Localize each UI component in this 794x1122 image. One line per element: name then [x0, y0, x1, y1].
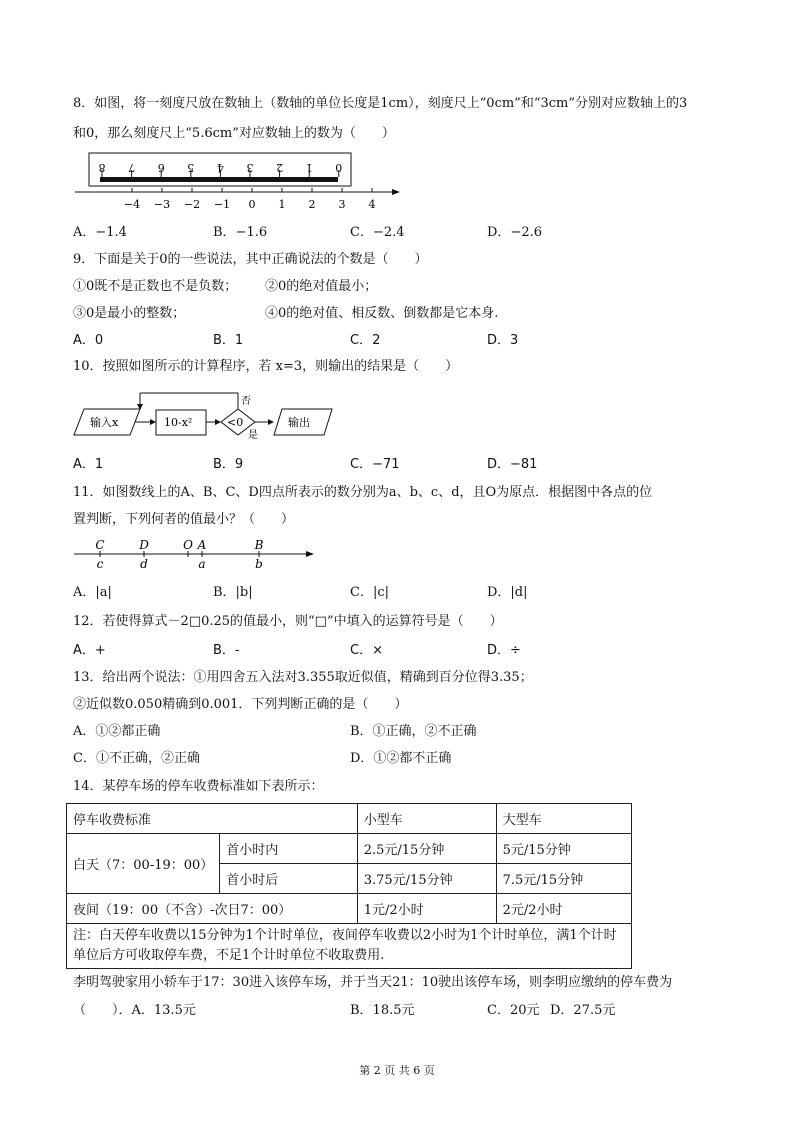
q12-option-d[interactable]: D．÷ [487, 643, 521, 658]
q13-option-d[interactable]: D．①②都不正确 [350, 751, 452, 766]
q8-option-a[interactable]: A．−1.4 [73, 225, 127, 240]
q9-option-b[interactable]: B．1 [213, 333, 244, 348]
q11-number-line [70, 535, 320, 571]
ruler-mark-label: 5 [187, 161, 195, 174]
flow-calc-label: 10-x² [164, 416, 193, 429]
table-cell-daytime: 白天（7：00-19：00） [67, 834, 220, 894]
point-label: D [139, 538, 149, 552]
q12-option-a[interactable]: A．+ [73, 643, 106, 658]
table-cell-night: 夜间（19：00（不含）-次日7：00） [67, 894, 358, 924]
flow-no-label: 否 [241, 396, 251, 407]
table-header-small-car: 小型车 [357, 804, 496, 834]
q13-option-c[interactable]: C．①不正确，②正确 [73, 751, 200, 766]
ruler-mark-label: 3 [246, 161, 254, 174]
q11-option-d[interactable]: D．|d| [487, 585, 528, 600]
axis-tick-label: 0 [248, 198, 256, 211]
q9-option-d[interactable]: D．3 [487, 333, 519, 348]
table-cell: 5元/15分钟 [496, 834, 631, 864]
axis-tick-label: 2 [308, 198, 316, 211]
flow-condition-label: <0 [227, 416, 244, 429]
q9-option-c[interactable]: C．2 [350, 333, 381, 348]
q14-option-c[interactable]: C．20元 [487, 1003, 540, 1018]
table-cell-after-first-hour: 首小时后 [220, 864, 357, 894]
table-note: 注：白天停车收费以15分钟为1个计时单位，夜间停车收费以2小时为1个计时单位，满1个计时单位后方可收取停车费，不足1个计时单位不收取费用. [67, 924, 632, 969]
q11-option-b[interactable]: B．|b| [213, 585, 253, 600]
table-cell: 2元/2小时 [496, 894, 631, 924]
flow-yes-label: 是 [248, 430, 258, 441]
ruler-mark-label: 8 [98, 161, 106, 174]
table-header-large-car: 大型车 [496, 804, 631, 834]
q13-option-a[interactable]: A．①②都正确 [73, 724, 161, 739]
q8-stem-1: 8．如图，将一刻度尺放在数轴上（数轴的单位长度是1cm），刻度尺上“0cm”和“3cm”分别对应数轴上的3 [73, 96, 688, 111]
flow-output-label: 输出 [288, 416, 310, 429]
q14-option-d[interactable]: D．27.5元 [550, 1003, 616, 1018]
table-row [67, 924, 632, 969]
q11-option-a[interactable]: A．|a| [73, 585, 112, 600]
axis-tick-label: −4 [123, 198, 141, 211]
q9-stem: 9．下面是关于0的一些说法，其中正确说法的个数是（ ） [73, 252, 428, 267]
table-cell-first-hour: 首小时内 [220, 834, 357, 864]
q10-stem: 10．按照如图所示的计算程序，若 x=3，则输出的结果是（ ） [73, 359, 459, 374]
q13-stem-2: ②近似数0.050精确到0.001．下列判断正确的是（ ） [73, 697, 408, 712]
table-cell: 3.75元/15分钟 [357, 864, 496, 894]
axis-tick-label: −2 [183, 198, 201, 211]
point-value-label: c [96, 557, 104, 571]
table-cell: 2.5元/15分钟 [357, 834, 496, 864]
q14-option-b[interactable]: B．18.5元 [350, 1003, 415, 1018]
q12-option-c[interactable]: C．× [350, 643, 383, 658]
page-footer: 第 2 页 共 6 页 [359, 1064, 435, 1077]
q11-option-c[interactable]: C．|c| [350, 585, 389, 600]
q14-stem: 14．某停车场的停车收费标准如下表所示： [73, 779, 324, 794]
ruler-mark-label: 7 [128, 161, 136, 174]
q9-statement-4: ④0的绝对值、相反数、倒数都是它本身. [265, 306, 499, 321]
axis-tick-label: 3 [338, 198, 346, 211]
axis-tick-label: −1 [213, 198, 231, 211]
table-row [67, 834, 632, 864]
q8-option-d[interactable]: D．−2.6 [487, 225, 542, 240]
q8-ruler-figure [70, 150, 410, 212]
q14-question: 李明驾驶家用小轿车于17：30进入该停车场，并于当天21：10驶出该停车场，则李明应缴纳的停车费为 [73, 975, 673, 990]
q10-option-c[interactable]: C．−71 [350, 457, 400, 472]
q9-option-a[interactable]: A．0 [73, 333, 104, 348]
q10-option-a[interactable]: A．1 [73, 457, 104, 472]
point-label: B [254, 538, 264, 552]
q11-stem-1: 11．如图数线上的A、B、C、D四点所表示的数分别为a、b、c、d，且O为原点．根据图中各点的位 [73, 485, 653, 500]
q10-flowchart [70, 385, 350, 443]
q9-statement-1: ①0既不是正数也不是负数； [73, 279, 238, 294]
table-cell: 1元/2小时 [357, 894, 496, 924]
point-label: O [183, 538, 193, 552]
q8-option-b[interactable]: B．−1.6 [213, 225, 268, 240]
parking-fee-table [66, 803, 632, 969]
flow-input-label: 输入x [90, 416, 119, 429]
point-label: C [95, 538, 105, 552]
ruler-mark-label: 0 [335, 161, 343, 174]
table-header-standard: 停车收费标准 [67, 804, 358, 834]
table-row [67, 894, 632, 924]
point-value-label: a [198, 557, 206, 571]
axis-tick-label: −3 [153, 198, 171, 211]
ruler-mark-label: 4 [216, 161, 224, 174]
q10-option-b[interactable]: B．9 [213, 457, 244, 472]
point-value-label: d [140, 557, 148, 571]
ruler-mark-label: 1 [305, 161, 313, 174]
table-cell: 7.5元/15分钟 [496, 864, 631, 894]
q14-option-a[interactable]: （ ）．A．13.5元 [73, 1003, 196, 1018]
ruler-mark-label: 2 [276, 161, 284, 174]
q8-option-c[interactable]: C．−2.4 [350, 225, 405, 240]
point-label: A [197, 538, 207, 552]
q13-option-b[interactable]: B．①正确，②不正确 [350, 724, 477, 739]
axis-tick-label: 4 [368, 198, 376, 211]
q12-stem: 12．若使得算式－2□0.25的值最小，则“□”中填入的运算符号是（ ） [73, 614, 503, 629]
q10-option-d[interactable]: D．−81 [487, 457, 538, 472]
q9-statement-3: ③0是最小的整数； [73, 306, 186, 321]
table-row [67, 804, 632, 834]
axis-tick-label: 1 [278, 198, 286, 211]
q13-stem-1: 13．给出两个说法：①用四舍五入法对3.355取近似值，精确到百分位得3.35； [73, 670, 533, 685]
q12-option-b[interactable]: B．- [213, 643, 240, 658]
q8-stem-2: 和0，那么刻度尺上“5.6cm”对应数轴上的数为（ ） [73, 126, 395, 141]
point-value-label: b [255, 557, 263, 571]
ruler-mark-label: 6 [157, 161, 165, 174]
q9-statement-2: ②0的绝对值最小； [265, 279, 378, 294]
q11-stem-2: 置判断，下列何者的值最小？（ ） [73, 512, 295, 527]
